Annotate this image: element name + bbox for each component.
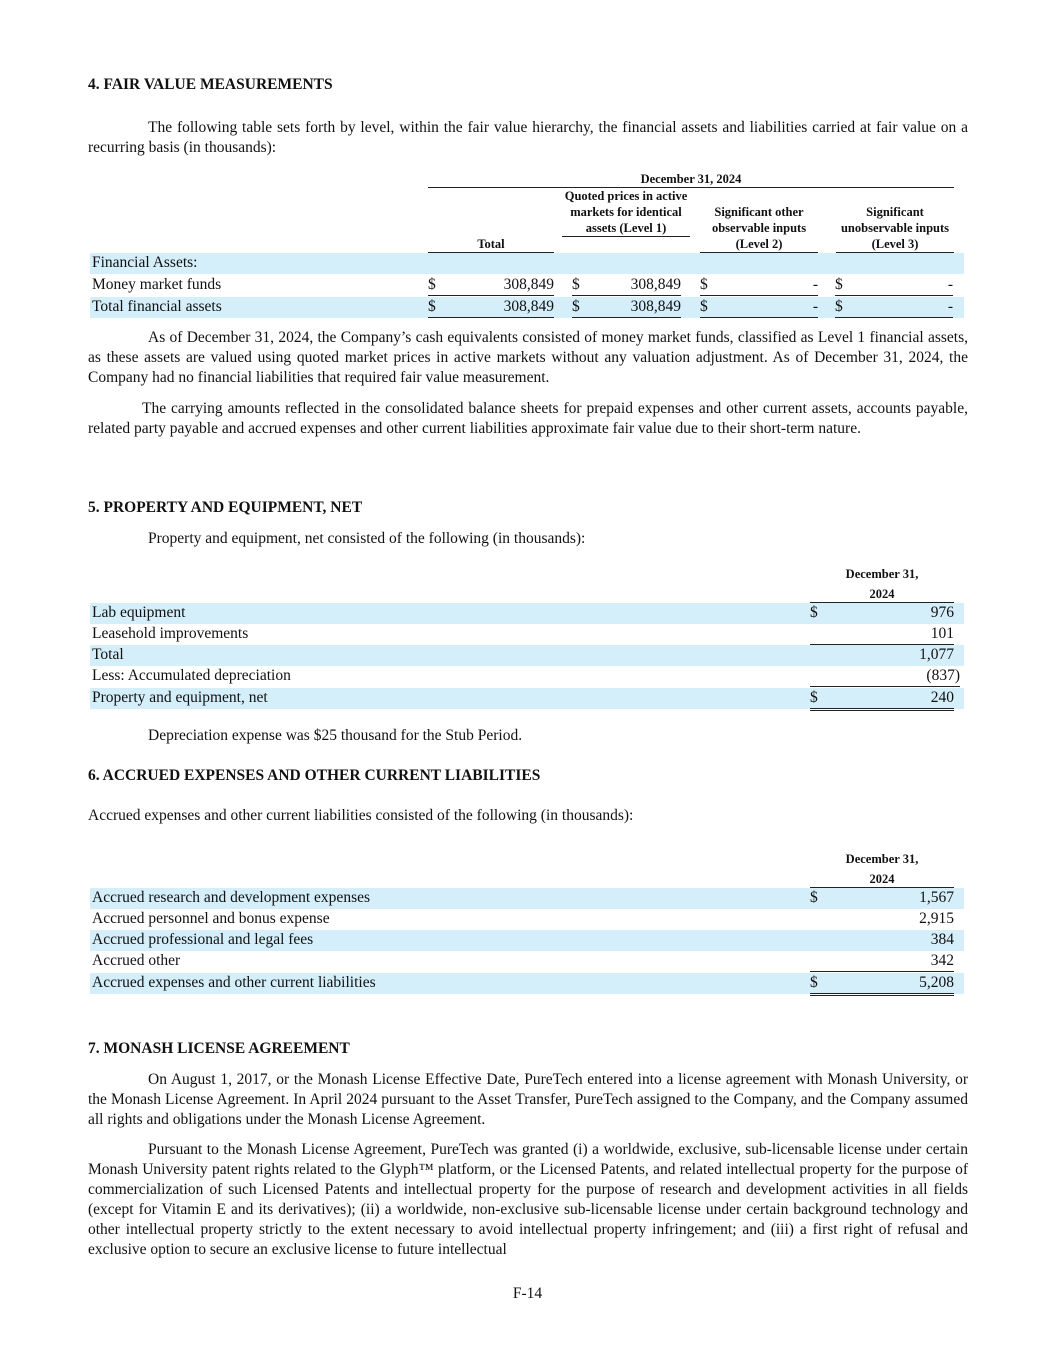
row-label: Lab equipment [92,604,186,621]
col-header-line2: 2024 [810,586,954,603]
cell-level3: $ - [835,298,953,318]
cell-level3: $ - [835,276,953,296]
table-row [90,624,964,645]
row-label: Less: Accumulated depreciation [92,667,291,684]
cell-total: $ 308,849 [428,276,554,296]
page-number: F-14 [512,1285,543,1302]
cell-amount: $ 976 [810,604,954,621]
row-label: Accrued research and development expenses [92,889,371,906]
table-row [90,688,964,709]
section-4-para-2 [88,399,968,439]
col-header-level3: Significant unobservable inputs (Level 3) [836,204,954,253]
intro-text: Property and equipment, net consisted of the following (in thousands): [148,530,586,547]
cell-amount: $ 5,208 [810,974,954,996]
row-label: Accrued personnel and bonus expense [92,910,330,927]
col-header-line1: December 31, [845,852,919,866]
table-row [90,297,964,318]
cell-level2: $ - [700,298,818,318]
cell-level2: $ - [700,276,818,296]
cell-amount: 1,077 [919,646,954,663]
section-4-heading: 4. FAIR VALUE MEASUREMENTS [88,76,333,93]
row-label: Leasehold improvements [92,625,249,642]
note-text: Depreciation expense was $25 thousand for the Stub Period. [148,727,523,744]
cell-amount: 101 [810,625,954,645]
table-row [90,275,964,296]
table-row [90,973,964,994]
period-header: December 31, 2024 [428,171,954,188]
table-row [90,909,964,930]
table-row [90,951,964,972]
table-row [90,253,964,274]
section-5-heading: 5. PROPERTY AND EQUIPMENT, NET [88,499,363,516]
table-row [90,888,964,909]
para-text: On August 1, 2017, or the Monash License Effective Date, PureTech entered into a license agreement with Monash University, or the Monash License Agreement. In April 2024 pursuant to the Asset Transfer, PureTech assigned to the Company, and the Company assumed all rights and obligations under the Monash License Agreement. [88,1071,968,1128]
section-5-note [88,726,968,746]
cell-amount: $ 240 [810,689,954,711]
row-label: Financial Assets: [92,254,198,271]
para-text: As of December 31, 2024, the Company’s cash equivalents consisted of money market funds, classified as Level 1 financial assets, as these assets are valued using quoted market prices in active markets without any valuation adjustment. As of December 31, 2024, the Company had no financial liabilities that required fair value measurement. [88,329,968,386]
section-7-para-2 [88,1140,968,1260]
row-label: Total financial assets [92,298,222,315]
col-header-line2: 2024 [810,871,954,888]
cell-total: $ 308,849 [428,298,554,318]
table-row [90,666,964,687]
section-4-para-1 [88,328,968,388]
cell-level1: $ 308,849 [572,298,681,318]
row-label: Accrued other [92,952,181,969]
table-row [90,603,964,624]
col-header-level2: Significant other observable inputs (Level 2) [700,204,818,253]
section-7-para-1 [88,1070,968,1130]
row-label: Total [92,646,124,663]
col-header-line1: December 31, [845,567,919,581]
col-header-total: Total [428,236,554,253]
table-row [90,645,964,666]
para-text: The carrying amounts reflected in the consolidated balance sheets for prepaid expenses and other current assets, accounts payable, related party payable and accrued expenses and other current liabilities approximate fair value due to their short-term nature. [88,400,968,437]
cell-amount: 342 [810,952,954,972]
section-5-intro [88,529,968,549]
cell-amount: $ 1,567 [810,889,954,906]
section-4-intro [88,118,968,158]
cell-amount: 2,915 [919,910,954,927]
row-label: Accrued professional and legal fees [92,931,314,948]
intro-text: The following table sets forth by level, within the fair value hierarchy, the financial assets and liabilities carried at fair value on a recurring basis (in thousands): [88,119,968,156]
cell-level1: $ 308,849 [572,276,681,296]
section-6-intro: Accrued expenses and other current liabilities consisted of the following (in thousands): [88,807,634,824]
cell-amount: 384 [930,931,954,948]
row-label: Money market funds [92,276,222,293]
para-text: Pursuant to the Monash License Agreement, PureTech was granted (i) a worldwide, exclusive, sub-licensable license under certain Monash University patent rights related to the Glyph™ platform, or the Licensed Patents, and related intellectual property for the purpose of commercialization of such Licensed Patents and intellectual property for the purpose of research and development activities in all fields (except for Vitamin E and its derivatives); (ii) a worldwide, non-exclusive sub-licensable license under certain background technology and other intellectual property strictly to the extent necessary to avoid intellectual property infringement; and (iii) a first right of refusal and exclusive option to secure an exclusive license to future intellectual [88,1141,968,1258]
section-7-heading: 7. MONASH LICENSE AGREEMENT [88,1040,350,1057]
row-label: Property and equipment, net [92,689,268,706]
row-label: Accrued expenses and other current liabilities [92,974,376,991]
table-row [90,930,964,951]
section-6-heading: 6. ACCRUED EXPENSES AND OTHER CURRENT LIABILITIES [88,767,541,784]
col-header-level1: Quoted prices in active markets for identical assets (Level 1) [562,188,690,237]
cell-amount: (837) [810,667,960,687]
